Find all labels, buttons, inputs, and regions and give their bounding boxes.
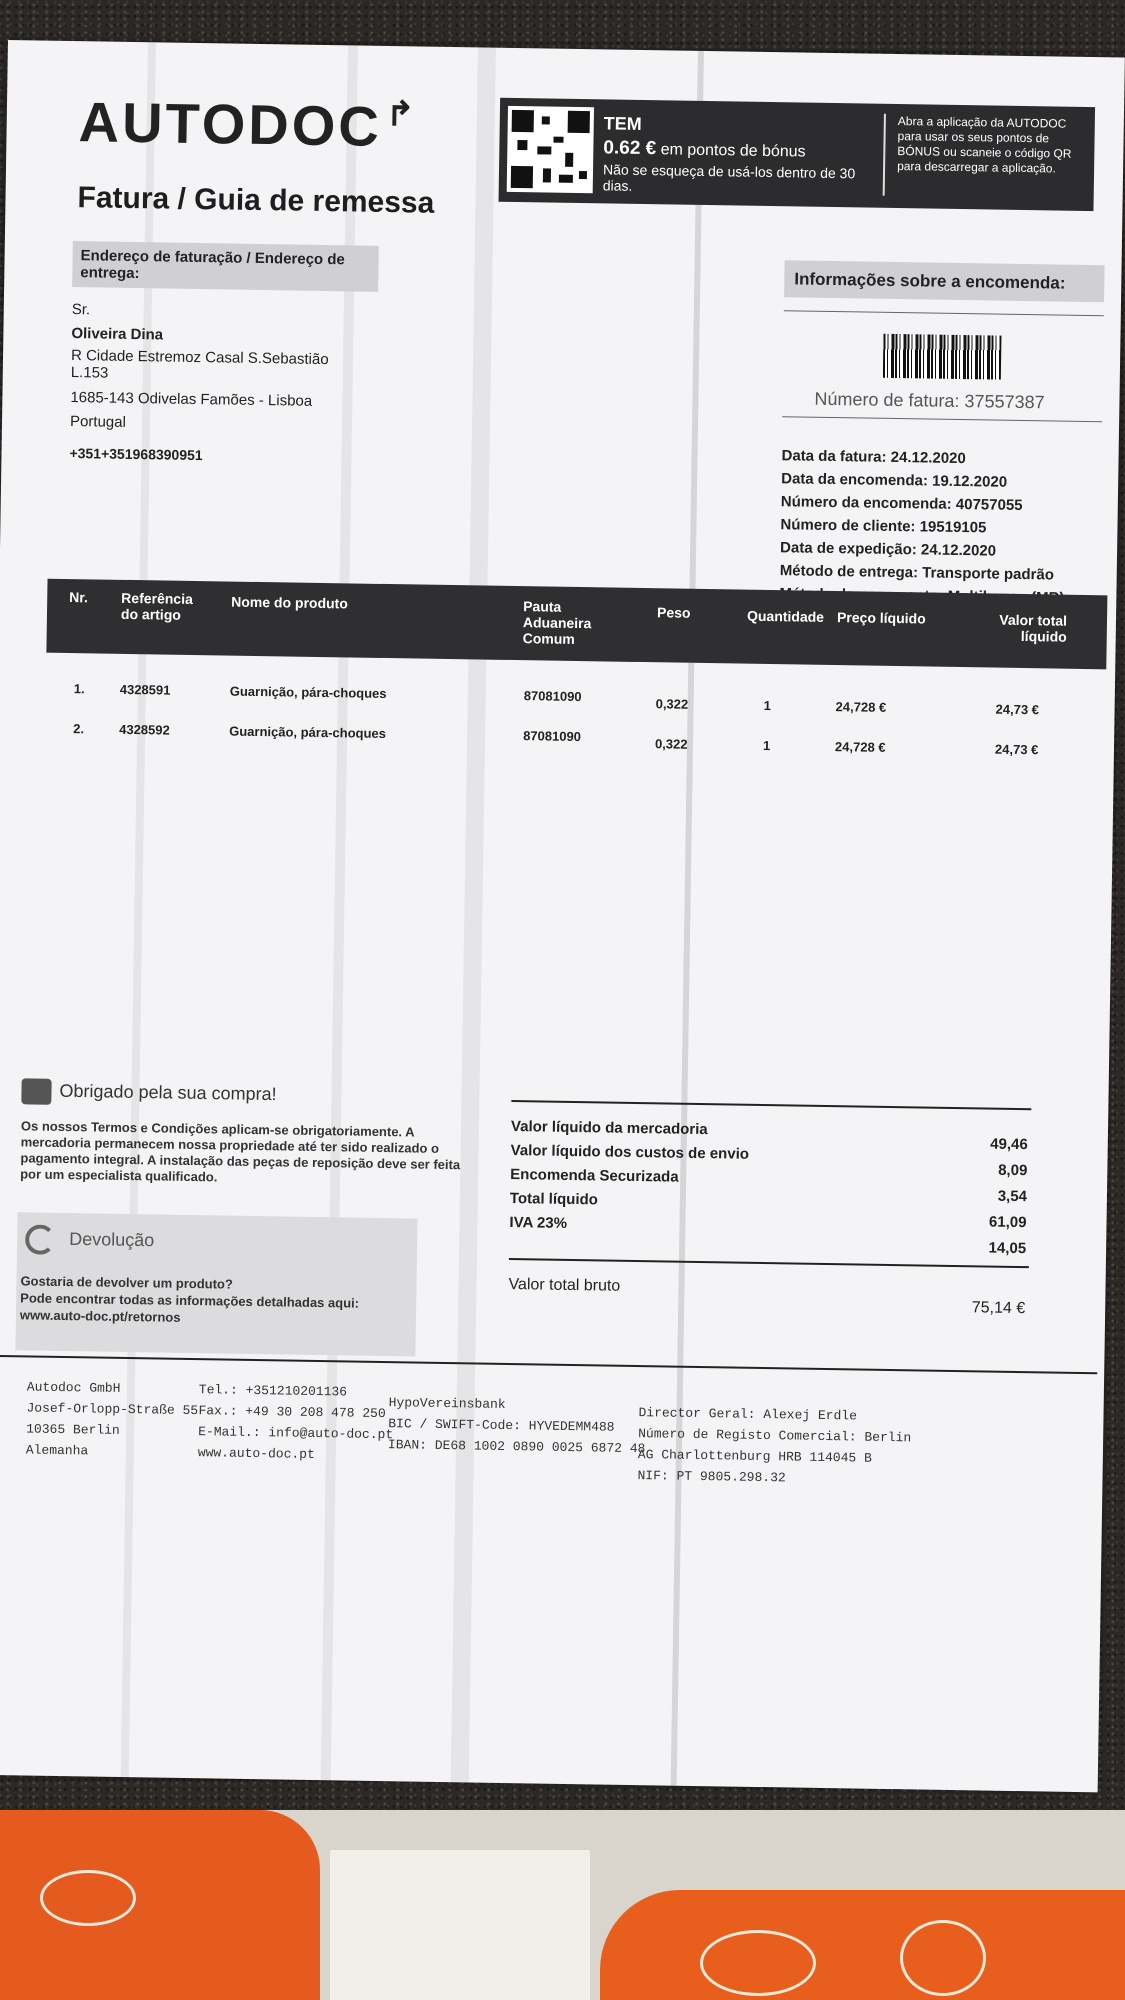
returns-question: Gostaria de devolver um produto? xyxy=(20,1273,233,1292)
totals-label: Total líquido xyxy=(509,1190,599,1209)
address-country: Portugal xyxy=(69,413,127,431)
address-phone: +351+351968390951 xyxy=(69,445,203,464)
barcode-icon xyxy=(883,334,1002,380)
document-title: Fatura / Guia de remessa xyxy=(77,181,435,220)
table-row: 1. 4328591 Guarnição, pára-choques 87081090 0,322 1 24,728 € 24,73 € xyxy=(73,681,1040,718)
invoice-paper xyxy=(0,40,1125,1792)
thanks-title: Obrigado pela sua compra! xyxy=(21,1078,277,1108)
header-weight: Peso xyxy=(656,604,691,621)
returns-link[interactable]: www.auto-doc.pt/retornos xyxy=(19,1307,181,1325)
totals-value: 61,09 xyxy=(988,1213,1027,1232)
order-info-line: Número de cliente: 19519105 xyxy=(780,516,987,537)
autodoc-logo: AUTODOC ↱ xyxy=(78,90,418,158)
bonus-amount: 0.62 € em pontos de bónus xyxy=(603,137,806,161)
address-salutation: Sr. xyxy=(71,301,91,319)
totals-value: 14,05 xyxy=(988,1239,1027,1258)
returns-title: Devolução xyxy=(25,1224,155,1256)
address-city: 1685-143 Odivelas Famões - Lisboa xyxy=(70,389,313,410)
order-info-line: Número da encomenda: 40757055 xyxy=(780,493,1023,514)
returns-info: Pode encontrar todas as informações detalhadas aqui: xyxy=(20,1290,360,1311)
totals-label: Encomenda Securizada xyxy=(510,1166,679,1186)
header-qty: Quantidade xyxy=(746,607,825,625)
totals-value: 49,46 xyxy=(990,1135,1028,1154)
qr-code-icon xyxy=(507,106,594,193)
footer-rule xyxy=(0,1355,1097,1374)
totals-top-rule xyxy=(511,1100,1031,1110)
gross-total-value: 75,14 € xyxy=(971,1299,1026,1318)
order-info-line: Data de expedição: 24.12.2020 xyxy=(779,539,997,560)
bonus-tem: TEM xyxy=(603,113,642,134)
totals-value: 8,09 xyxy=(998,1161,1028,1180)
items-table-header xyxy=(46,579,1107,670)
bonus-app-text: Abra a aplicação da AUTODOC para usar os seus pontos de BÓNUS ou scaneie o código QR para descarregar a aplicação. xyxy=(897,113,1072,176)
order-info-line: Método de entrega: Transporte padrão xyxy=(779,562,1055,584)
footer-bank: HypoVereinsbank BIC / SWIFT-Code: HYVEDEMM488 IBAN: DE68 1002 0890 0025 6872 48 xyxy=(387,1395,646,1457)
totals-bottom-rule xyxy=(509,1258,1029,1268)
totals-value: 3,54 xyxy=(997,1187,1028,1206)
invoice-number: Número de fatura: 37557387 xyxy=(814,388,1045,413)
header-nr: Nr. xyxy=(69,589,89,606)
footer-contact: Tel.: +351210201136 Fax.: +49 30 208 478 250 E-Mail.: info@auto-doc.pt www.auto-doc.pt xyxy=(197,1382,394,1462)
returns-box xyxy=(15,1212,417,1356)
address-label: Endereço de faturação / Endereço de entrega: xyxy=(72,241,379,292)
footer-legal: Director Geral: Alexej Erdle Número de Registo Comercial: Berlin AG Charlottenburg HRB 114045 B NIF: PT 9805.298.32 xyxy=(637,1405,912,1486)
order-info-line: Data da encomenda: 19.12.2020 xyxy=(781,470,1008,491)
address-name: Oliveira Dina xyxy=(71,325,164,344)
order-info-label: Informações sobre a encomenda: xyxy=(784,260,1105,302)
header-tariff: Pauta Aduaneira Comum xyxy=(522,598,592,647)
return-arrow-icon xyxy=(25,1224,55,1254)
bonus-reminder: Não se esqueça de usá-los dentro de 30 dias. xyxy=(602,161,856,194)
gross-total-label: Valor total bruto xyxy=(508,1276,621,1295)
fabric-background xyxy=(0,1810,1125,2000)
header-name: Nome do produto xyxy=(231,593,348,612)
bonus-banner xyxy=(499,98,1096,211)
order-info-list xyxy=(779,444,1066,609)
table-row: 2. 4328592 Guarnição, pára-choques 87081090 0,322 1 24,728 € 24,73 € xyxy=(73,721,1039,758)
header-net-price: Preço líquido xyxy=(836,609,926,627)
header-total: Valor total líquido xyxy=(999,611,1068,645)
thumbs-up-icon xyxy=(21,1078,51,1104)
header-ref: Referência do artigo xyxy=(120,589,193,623)
order-info-line: Data da fatura: 24.12.2020 xyxy=(781,447,966,468)
address-street: R Cidade Estremoz Casal S.Sebastião L.153 xyxy=(70,347,329,382)
totals-label: Valor líquido dos custos de envio xyxy=(510,1142,750,1163)
totals-label: IVA 23% xyxy=(509,1214,568,1232)
terms-text: Os nossos Termos e Condições aplicam-se obrigatoriamente. A mercadoria permanecem nossa propriedade até ter sido realizado o pagamento integral. A instalação das peças de reposição deve ser feita por um especialista qualificado. xyxy=(20,1118,461,1185)
footer-company: Autodoc GmbH Josef-Orlopp-Straße 55 10365 Berlin Alemanha xyxy=(25,1379,199,1459)
totals-label: Valor líquido da mercadoria xyxy=(510,1118,708,1139)
